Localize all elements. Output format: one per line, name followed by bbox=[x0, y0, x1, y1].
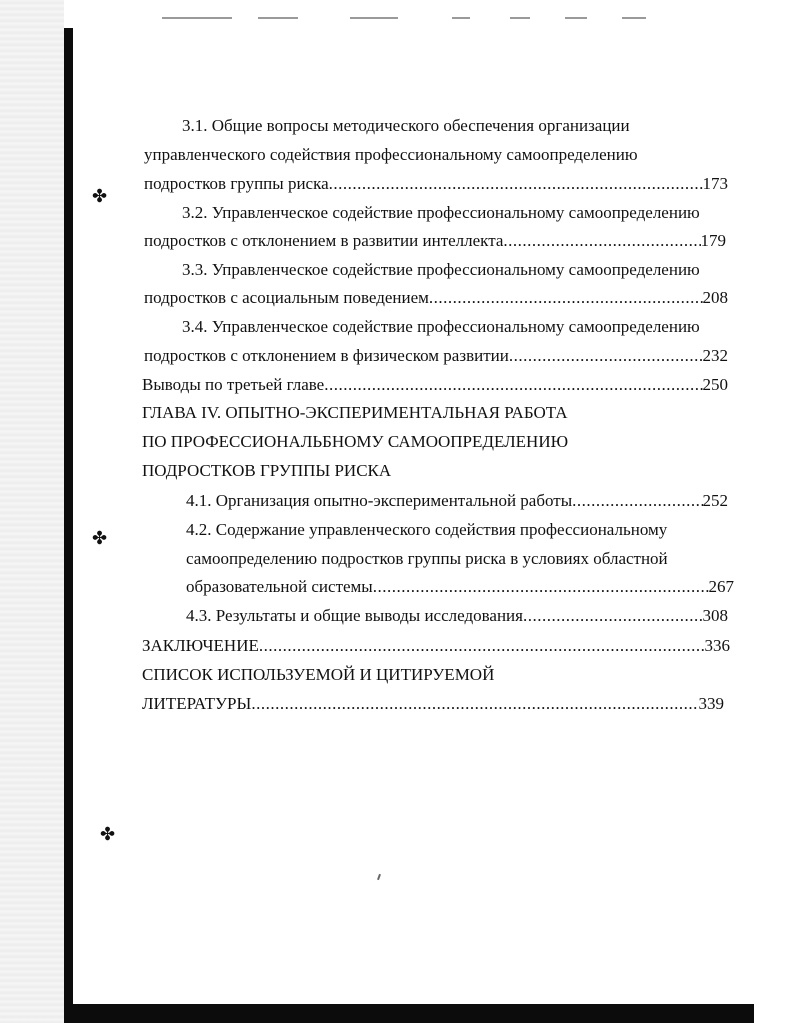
toc-page-number: 179 bbox=[700, 231, 726, 250]
toc-entry-4-2[interactable] bbox=[186, 577, 734, 597]
toc-entry-4-1[interactable] bbox=[186, 491, 728, 511]
toc-leader-dots bbox=[373, 577, 709, 597]
toc-entry-references[interactable] bbox=[142, 694, 724, 714]
toc-3-4-line1: 3.4. Управленческое содействие профессиональному самоопределению bbox=[182, 317, 700, 336]
toc-entry-title: подростков с отклонением в физическом развитии bbox=[144, 346, 509, 365]
toc-page-number: 232 bbox=[702, 346, 728, 365]
toc-4-2-line1: 4.2. Содержание управленческого содействия профессиональному bbox=[186, 520, 668, 539]
hole-punch-mark-icon: ✤ bbox=[100, 824, 116, 845]
toc-entry-title: 4.3. Результаты и общие выводы исследования bbox=[186, 606, 523, 625]
toc-entry-title: ЛИТЕРАТУРЫ bbox=[142, 694, 252, 713]
toc-entry-title: подростков с асоциальным поведением bbox=[144, 288, 429, 307]
hole-punch-mark-icon: ✤ bbox=[92, 528, 108, 549]
toc-leader-dots bbox=[324, 375, 702, 395]
toc-entry-conclusions-ch3[interactable] bbox=[142, 375, 728, 395]
toc-entry-title: подростков с отклонением в развитии интеллекта bbox=[144, 231, 504, 250]
toc-entry-4-3[interactable] bbox=[186, 606, 728, 626]
toc-leader-dots bbox=[572, 491, 702, 511]
toc-leader-dots bbox=[503, 231, 700, 251]
toc-entry-title: Выводы по третьей главе bbox=[142, 375, 325, 394]
toc-leader-dots bbox=[509, 346, 703, 366]
toc-3-1-line1: 3.1. Общие вопросы методического обеспечения организации bbox=[182, 116, 630, 135]
toc-page-number: 308 bbox=[702, 606, 728, 625]
toc-page-number: 173 bbox=[702, 174, 728, 193]
toc-page-number: 250 bbox=[702, 375, 728, 394]
toc-3-3-line1: 3.3. Управленческое содействие профессиональному самоопределению bbox=[182, 260, 700, 279]
toc-entry-3-4[interactable] bbox=[144, 346, 728, 366]
toc-entry-3-1[interactable] bbox=[144, 174, 728, 194]
toc-entry-3-3[interactable] bbox=[144, 288, 728, 308]
toc-page-number: 252 bbox=[702, 491, 728, 510]
toc-leader-dots bbox=[329, 174, 703, 194]
toc-page-number: 267 bbox=[708, 577, 734, 596]
toc-leader-dots bbox=[523, 606, 703, 626]
chapter-4-heading-line2: ПО ПРОФЕССИОНАЛЬБНОМУ САМООПРЕДЕЛЕНИЮ bbox=[142, 432, 569, 451]
toc-entry-title: 4.1. Организация опытно-экспериментальной работы bbox=[186, 491, 573, 510]
chapter-4-heading-line3: ПОДРОСТКОВ ГРУППЫ РИСКА bbox=[142, 461, 392, 480]
toc-leader-dots bbox=[429, 288, 703, 308]
toc-4-2-line2: самоопределению подростков группы риска в условиях областной bbox=[186, 549, 668, 568]
toc-entry-3-2[interactable] bbox=[144, 231, 726, 251]
hole-punch-mark-icon: ✤ bbox=[92, 186, 108, 207]
toc-entry-title: ЗАКЛЮЧЕНИЕ bbox=[142, 636, 259, 655]
toc-entry-conclusion[interactable] bbox=[142, 636, 730, 656]
toc-3-2-line1: 3.2. Управленческое содействие профессиональному самоопределению bbox=[182, 203, 700, 222]
toc-leader-dots bbox=[259, 636, 705, 656]
toc-page-number: 339 bbox=[698, 694, 724, 713]
toc-page-number: 208 bbox=[702, 288, 728, 307]
chapter-4-heading-line1: ГЛАВА IV. ОПЫТНО-ЭКСПЕРИМЕНТАЛЬНАЯ РАБОТА bbox=[142, 403, 568, 422]
references-heading-line1: СПИСОК ИСПОЛЬЗУЕМОЙ И ЦИТИРУЕМОЙ bbox=[142, 665, 495, 684]
toc-entry-title: образовательной системы bbox=[186, 577, 373, 596]
toc-leader-dots bbox=[251, 694, 698, 714]
toc-page-number: 336 bbox=[704, 636, 730, 655]
toc-3-1-line2: управленческого содействия профессиональному самоопределению bbox=[144, 145, 638, 164]
toc-entry-title: подростков группы риска bbox=[144, 174, 329, 193]
